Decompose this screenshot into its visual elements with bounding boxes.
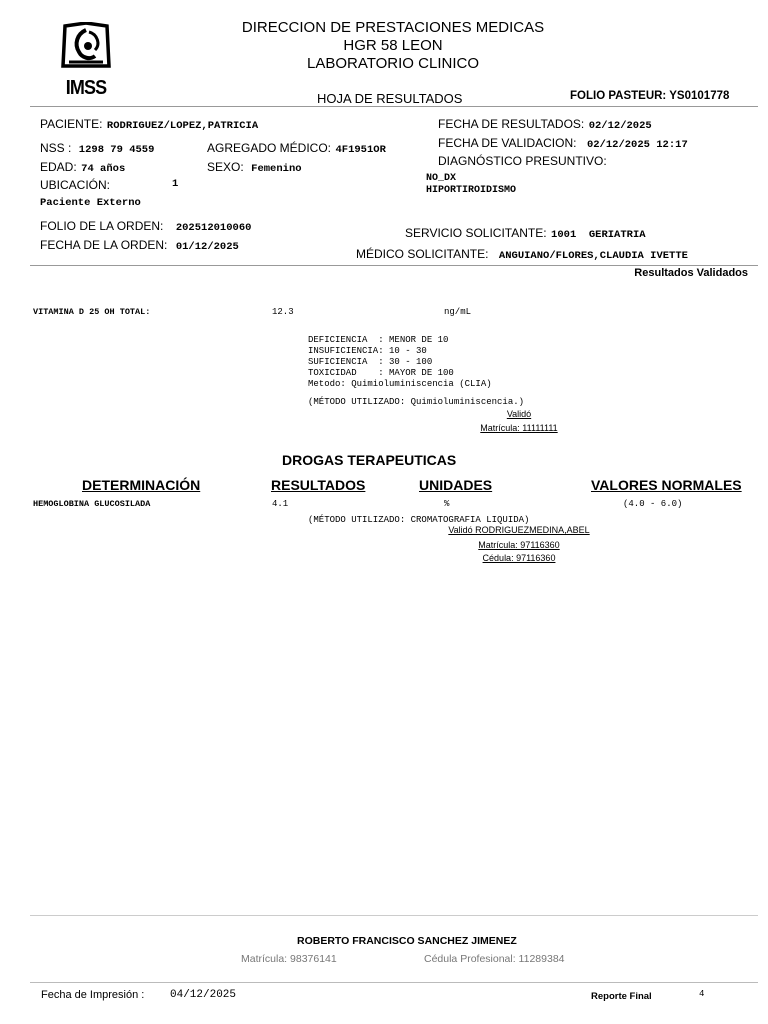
header-line3: LABORATORIO CLINICO — [307, 55, 479, 72]
servicio-row — [405, 224, 646, 242]
paciente-label: PACIENTE: — [40, 117, 103, 131]
folio-value: YS0101778 — [669, 90, 730, 102]
fecha-orden-label: FECHA DE LA ORDEN: — [40, 238, 168, 252]
col-resultados: RESULTADOS — [271, 477, 366, 493]
medico-row — [356, 245, 688, 263]
test2-result: 4.1 — [272, 499, 289, 509]
agregado-label: AGREGADO MÉDICO: — [207, 141, 332, 155]
test2-method: (MÉTODO UTILIZADO: CROMATOGRAFIA LIQUIDA) — [308, 515, 530, 525]
test1-method: (MÉTODO UTILIZADO: Quimioluminiscencia.) — [308, 397, 525, 407]
footer-divider — [30, 982, 758, 983]
test2-units: % — [444, 499, 450, 509]
test1-result: 12.3 — [272, 307, 294, 317]
test1-ref3: SUFICIENCIA : 30 - 100 — [308, 357, 433, 367]
nss-value: 1298 79 4559 — [78, 144, 155, 156]
test1-units: ng/mL — [444, 307, 472, 317]
fecha-resultados-label: FECHA DE RESULTADOS: — [438, 117, 585, 131]
test1-ref2: INSUFICIENCIA: 10 - 30 — [308, 346, 427, 356]
test2-matricula: Matrícula: 97116360 — [478, 540, 560, 550]
servicio-value: 1001 GERIATRIA — [551, 229, 646, 241]
nss-row — [40, 139, 154, 157]
diagnostico-label: DIAGNÓSTICO PRESUNTIVO: — [438, 154, 607, 168]
header-line1: DIRECCION DE PRESTACIONES MEDICAS — [241, 19, 545, 36]
header-line2: HGR 58 LEON — [343, 37, 443, 54]
nss-label: NSS : — [40, 141, 72, 155]
test1-validated: Validó — [506, 409, 532, 419]
col-unidades: UNIDADES — [419, 477, 493, 493]
edad-value: 74 años — [81, 163, 126, 175]
imss-emblem-icon — [55, 22, 117, 74]
print-date-value: 04/12/2025 — [170, 989, 237, 1001]
sexo-label: SEXO: — [207, 160, 244, 174]
sexo-value: Femenino — [251, 163, 302, 175]
servicio-label: SERVICIO SOLICITANTE: — [405, 226, 547, 240]
fecha-validacion-label: FECHA DE VALIDACION: — [438, 136, 577, 150]
test1-matricula: Matrícula: 11111111 — [480, 423, 558, 433]
test1-ref4: TOXICIDAD : MAYOR DE 100 — [308, 368, 454, 378]
imss-logo — [55, 22, 117, 99]
col-valores-normales: VALORES NORMALES — [591, 477, 742, 493]
medico-label: MÉDICO SOLICITANTE: — [356, 247, 489, 261]
fecha-orden-row — [40, 236, 239, 254]
test1-name: VITAMINA D 25 OH TOTAL: — [33, 307, 151, 317]
status-label: Resultados Validados — [634, 267, 748, 279]
report-status: Reporte Final — [591, 991, 652, 1002]
fecha-validacion-row — [438, 134, 688, 152]
section-title: DROGAS TERAPEUTICAS — [282, 452, 457, 468]
folio-orden-value: 202512010060 — [175, 222, 252, 234]
agregado-row — [207, 139, 386, 157]
print-date-label: Fecha de Impresión : — [41, 989, 145, 1001]
paciente-row — [40, 115, 258, 133]
edad-label: EDAD: — [40, 160, 77, 174]
logo-text: IMSS — [65, 77, 107, 99]
signature-cedula: Cédula Profesional: 11289384 — [424, 953, 565, 965]
ubicacion-label: UBICACIÓN: — [40, 178, 111, 192]
signature-name: ROBERTO FRANCISCO SANCHEZ JIMENEZ — [297, 935, 517, 947]
fecha-resultados-row — [438, 115, 652, 133]
agregado-value: 4F1951OR — [335, 144, 386, 156]
header-divider — [30, 106, 758, 107]
fecha-resultados-value: 02/12/2025 — [588, 120, 652, 132]
patient-divider — [30, 265, 758, 266]
test2-cedula: Cédula: 97116360 — [482, 553, 556, 563]
diagnostico-line2: HIPORTIROIDISMO — [426, 185, 517, 196]
edad-row — [40, 158, 125, 176]
test1-ref5: Metodo: Quimioluminiscencia (CLIA) — [308, 379, 492, 389]
fecha-validacion-value: 02/12/2025 12:17 — [586, 139, 688, 151]
diagnostico-line1: NO_DX — [426, 173, 457, 184]
sexo-row — [207, 158, 302, 176]
ubicacion-value: 1 — [172, 178, 179, 190]
folio-orden-label: FOLIO DE LA ORDEN: — [40, 219, 164, 233]
folio-label: FOLIO PASTEUR: — [570, 90, 667, 102]
page-number: 4 — [699, 989, 705, 999]
fecha-orden-value: 01/12/2025 — [175, 241, 239, 253]
col-determinacion: DETERMINACIÓN — [82, 477, 201, 493]
test2-validated: Validó RODRIGUEZMEDINA,ABEL — [448, 525, 590, 535]
test1-ref1: DEFICIENCIA : MENOR DE 10 — [308, 335, 449, 345]
test2-name: HEMOGLOBINA GLUCOSILADA — [33, 499, 151, 509]
sheet-title: HOJA DE RESULTADOS — [317, 91, 463, 106]
paciente-tipo: Paciente Externo — [40, 197, 141, 209]
folio-pasteur — [570, 90, 729, 102]
folio-orden-row — [40, 217, 251, 235]
signature-divider — [30, 915, 758, 916]
paciente-value: RODRIGUEZ/LOPEZ,PATRICIA — [106, 120, 259, 132]
signature-matricula: Matrícula: 98376141 — [241, 953, 337, 965]
test2-normal: (4.0 - 6.0) — [623, 499, 683, 509]
medico-value: ANGUIANO/FLORES,CLAUDIA IVETTE — [498, 250, 688, 262]
